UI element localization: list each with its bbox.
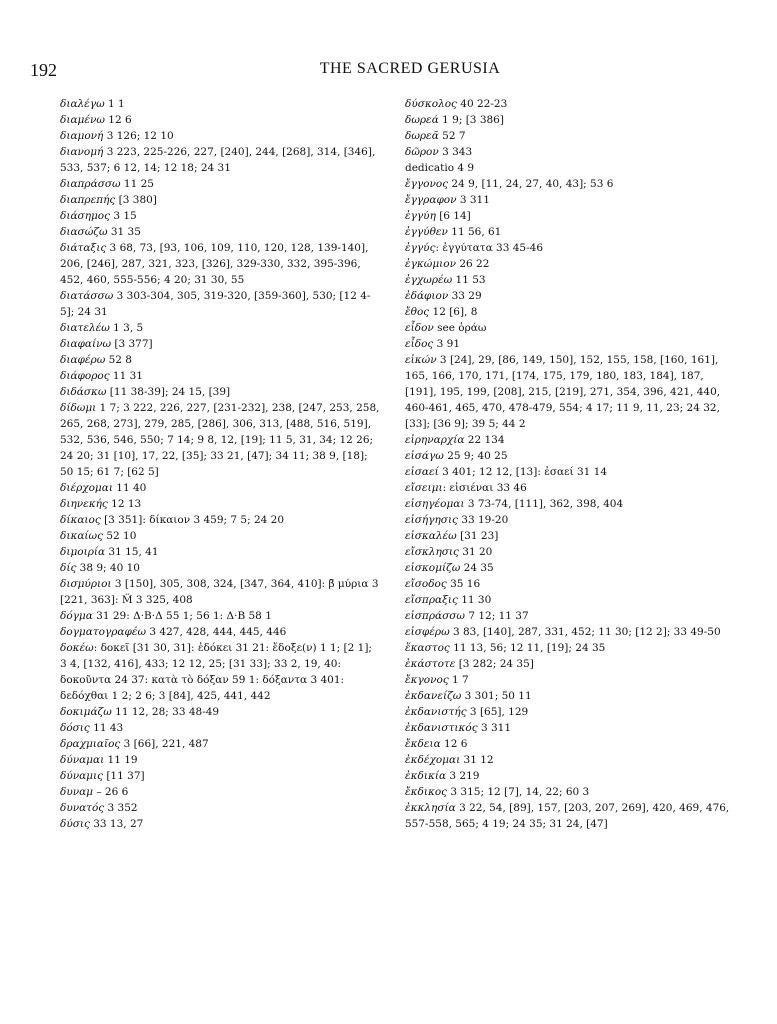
index-lemma: ἐγγύη bbox=[405, 210, 436, 222]
index-entry bbox=[60, 800, 380, 816]
index-lemma: ἐδάφιον bbox=[405, 290, 449, 302]
index-entry bbox=[60, 544, 380, 560]
index-entry bbox=[405, 256, 735, 272]
index-references: 3 343 bbox=[438, 146, 473, 158]
index-lemma: δωρεά bbox=[405, 114, 439, 126]
index-references: 35 16 bbox=[446, 578, 481, 590]
index-entry bbox=[405, 576, 735, 592]
index-lemma: ἔγγονος bbox=[405, 178, 449, 190]
index-entry bbox=[405, 704, 735, 720]
index-references: 31 15, 41 bbox=[105, 546, 159, 558]
index-references: 11 19 bbox=[104, 754, 138, 766]
index-entry bbox=[405, 736, 735, 752]
index-entry bbox=[405, 176, 735, 192]
index-entry bbox=[405, 496, 735, 512]
index-lemma: εἰσφέρω bbox=[405, 626, 450, 638]
index-entry bbox=[405, 192, 735, 208]
index-entry bbox=[405, 448, 735, 464]
index-references: dedicatio 4 9 bbox=[405, 162, 475, 174]
index-references: 1 7 bbox=[448, 674, 469, 686]
index-lemma: διατάσσω bbox=[60, 290, 114, 302]
index-lemma: ἔκδικος bbox=[405, 786, 448, 798]
index-lemma: εἰσπράσσω bbox=[405, 610, 465, 622]
index-references: [3 351]: δίκαιον 3 459; 7 5; 24 20 bbox=[100, 514, 285, 526]
index-lemma: ἐκδικία bbox=[405, 770, 447, 782]
index-entry bbox=[405, 560, 735, 576]
index-references: : δοκεῖ [31 30, 31]: ἐδόκει 31 21: ἔδοξε(ν) 1 1; [2 1]; 3 4, [132, 416], 433; 12 12, 25; [31 33]; 33 2, 19, 40: δοκοῦντα 24 37: κατὰ τὸ δόξαν 59 1: δόξαντα 3 401: δεδόχθαι 1 2; 2 6; 3 [84], 425, 441, 442 bbox=[60, 642, 372, 702]
index-references: 52 8 bbox=[105, 354, 132, 366]
index-entry bbox=[60, 400, 380, 480]
index-lemma: εἰσήγησις bbox=[405, 514, 458, 526]
index-lemma: δῶρον bbox=[405, 146, 439, 158]
index-lemma: ἐγγύς bbox=[405, 242, 436, 254]
index-entry bbox=[405, 640, 735, 656]
index-lemma: δοκέω bbox=[60, 642, 94, 654]
index-entry bbox=[405, 672, 735, 688]
index-entry bbox=[405, 128, 735, 144]
index-lemma: δυναμ – bbox=[60, 786, 102, 798]
index-entry bbox=[60, 576, 380, 608]
index-entry bbox=[405, 624, 735, 640]
index-lemma: διηνεκής bbox=[60, 498, 108, 510]
index-references: 33 13, 27 bbox=[89, 818, 144, 830]
index-references: 11 30 bbox=[457, 594, 492, 606]
index-entry bbox=[60, 736, 380, 752]
index-lemma: ἔγγραφον bbox=[405, 194, 457, 206]
index-entry bbox=[60, 128, 380, 144]
running-title: THE SACRED GERUSIA bbox=[319, 60, 501, 77]
index-references: 3 311 bbox=[477, 722, 512, 734]
index-entry bbox=[405, 768, 735, 784]
index-lemma: διασώζω bbox=[60, 226, 108, 238]
index-lemma: εἶδον bbox=[405, 322, 434, 334]
index-lemma: διαφέρω bbox=[60, 354, 106, 366]
index-entry bbox=[60, 784, 380, 800]
index-lemma: δωρεᾶ bbox=[405, 130, 439, 142]
index-references: 12 6 bbox=[440, 738, 468, 750]
index-lemma: ἐγχωρέω bbox=[405, 274, 453, 286]
index-references: 11 40 bbox=[112, 482, 147, 494]
index-lemma: δραχμιαῖος bbox=[60, 738, 121, 750]
index-entry bbox=[60, 528, 380, 544]
index-lemma: διατελέω bbox=[60, 322, 110, 334]
index-lemma: δοκιμάζω bbox=[60, 706, 112, 718]
index-references: 38 9; 40 10 bbox=[76, 562, 140, 574]
index-lemma: διαπρεπής bbox=[60, 194, 116, 206]
index-references: 31 29: Δ·Β·Δ 55 1; 56 1: Δ·Β 58 1 bbox=[92, 610, 272, 622]
index-entry bbox=[405, 464, 735, 480]
index-lemma: διάταξις bbox=[60, 242, 107, 254]
index-entry bbox=[60, 208, 380, 224]
index-lemma: εἰσαεί bbox=[405, 466, 439, 478]
index-lemma: δόσις bbox=[60, 722, 90, 734]
index-references: 3 [65], 129 bbox=[466, 706, 529, 718]
index-references: [3 380] bbox=[115, 194, 157, 206]
index-references: 3 315; 12 [7], 14, 22; 60 3 bbox=[447, 786, 590, 798]
index-entry bbox=[405, 288, 735, 304]
index-references: 31 20 bbox=[458, 546, 493, 558]
index-lemma: εἶδος bbox=[405, 338, 434, 350]
index-entry bbox=[405, 144, 735, 160]
index-references: 12 6 bbox=[104, 114, 132, 126]
index-lemma: ἐγκώμιον bbox=[405, 258, 457, 270]
index-column-left bbox=[60, 96, 380, 832]
index-entry bbox=[60, 224, 380, 240]
index-entry bbox=[405, 112, 735, 128]
index-entry bbox=[60, 352, 380, 368]
index-lemma: εἰρηναρχία bbox=[405, 434, 465, 446]
index-references: see ὁράω bbox=[433, 322, 487, 334]
index-entry bbox=[60, 192, 380, 208]
index-references: 3 352 bbox=[104, 802, 138, 814]
index-references: 11 53 bbox=[452, 274, 486, 286]
index-lemma: διάσημος bbox=[60, 210, 111, 222]
index-lemma: ἐκδέχομαι bbox=[405, 754, 461, 766]
index-entry bbox=[405, 240, 735, 256]
index-entry bbox=[405, 160, 735, 176]
index-lemma: ἐκδανείζω bbox=[405, 690, 462, 702]
index-lemma: εἰσκαλέω bbox=[405, 530, 457, 542]
index-lemma: ἐγγύθεν bbox=[405, 226, 448, 238]
index-entry bbox=[405, 608, 735, 624]
index-references: 31 35 bbox=[107, 226, 141, 238]
index-references: 11 12, 28; 33 48-49 bbox=[111, 706, 220, 718]
index-entry bbox=[60, 512, 380, 528]
index-entry bbox=[405, 800, 735, 832]
index-lemma: δόγμα bbox=[60, 610, 93, 622]
index-lemma: ἕκαστος bbox=[405, 642, 450, 654]
index-entry bbox=[405, 656, 735, 672]
index-lemma: ἑκάστοτε bbox=[405, 658, 456, 670]
index-references: : εἰσιέναι 33 46 bbox=[442, 482, 527, 494]
index-entry bbox=[405, 96, 735, 112]
index-lemma: διαπράσσω bbox=[60, 178, 121, 190]
index-entry bbox=[405, 208, 735, 224]
index-references: 11 31 bbox=[109, 370, 143, 382]
index-lemma: ἐκδανιστής bbox=[405, 706, 467, 718]
index-references: 3 15 bbox=[110, 210, 137, 222]
index-lemma: διάφορος bbox=[60, 370, 110, 382]
index-references: 11 25 bbox=[120, 178, 154, 190]
index-entry bbox=[405, 224, 735, 240]
index-references: 12 13 bbox=[107, 498, 142, 510]
index-references: 3 223, 225-226, 227, [240], 244, [268], 314, [346], 533, 537; 6 12, 14; 12 18; 24 31 bbox=[60, 146, 376, 174]
index-entry bbox=[60, 384, 380, 400]
index-entry bbox=[60, 624, 380, 640]
index-references: : ἐγγύτατα 33 45-46 bbox=[435, 242, 544, 254]
index-references: 40 22-23 bbox=[456, 98, 508, 110]
index-lemma: δύσις bbox=[60, 818, 90, 830]
index-column-right bbox=[405, 96, 735, 832]
index-entry bbox=[405, 272, 735, 288]
index-entry bbox=[405, 752, 735, 768]
index-references: 3 219 bbox=[446, 770, 480, 782]
index-references: 1 9; [3 386] bbox=[438, 114, 504, 126]
index-entry bbox=[405, 720, 735, 736]
index-entry bbox=[60, 144, 380, 176]
index-lemma: δίκαιος bbox=[60, 514, 101, 526]
index-entry bbox=[60, 704, 380, 720]
index-entry bbox=[405, 480, 735, 496]
index-lemma: δυνατός bbox=[60, 802, 105, 814]
index-lemma: ἔκγονος bbox=[405, 674, 449, 686]
index-references: [11 37] bbox=[103, 770, 145, 782]
index-entry bbox=[60, 496, 380, 512]
index-references: 33 29 bbox=[448, 290, 482, 302]
index-lemma: δίς bbox=[60, 562, 77, 574]
index-lemma: δισμύριοι bbox=[60, 578, 112, 590]
index-entry bbox=[405, 336, 735, 352]
page-header bbox=[30, 60, 730, 84]
index-lemma: διέρχομαι bbox=[60, 482, 113, 494]
index-entry bbox=[60, 96, 380, 112]
index-references: 52 7 bbox=[438, 130, 466, 142]
index-lemma: ἐκδανιστικός bbox=[405, 722, 478, 734]
index-references: 3 303-304, 305, 319-320, [359-360], 530; [12 4-5]; 24 31 bbox=[60, 290, 371, 318]
index-references: 24 9, [11, 24, 27, 40, 43]; 53 6 bbox=[448, 178, 614, 190]
index-entry bbox=[405, 512, 735, 528]
index-lemma: ἔθος bbox=[405, 306, 430, 318]
index-references: [11 38-39]; 24 15, [39] bbox=[106, 386, 231, 398]
index-entry bbox=[405, 304, 735, 320]
index-references: 26 22 bbox=[456, 258, 490, 270]
index-references: 12 [6], 8 bbox=[429, 306, 478, 318]
index-lemma: εἴσπραξις bbox=[405, 594, 458, 606]
index-lemma: διαμονή bbox=[60, 130, 104, 142]
index-entry bbox=[405, 592, 735, 608]
index-entry bbox=[60, 640, 380, 704]
index-lemma: ἔκδεια bbox=[405, 738, 441, 750]
index-lemma: εἰσκομίζω bbox=[405, 562, 461, 574]
index-references: 3 91 bbox=[433, 338, 460, 350]
index-references: 26 6 bbox=[101, 786, 129, 798]
index-references: 52 10 bbox=[102, 530, 137, 542]
index-entry bbox=[405, 528, 735, 544]
index-references: 11 13, 56; 12 11, [19]; 24 35 bbox=[449, 642, 606, 654]
index-lemma: εἰσηγέομαι bbox=[405, 498, 465, 510]
index-lemma: διδάσκω bbox=[60, 386, 107, 398]
index-lemma: εἰκών bbox=[405, 354, 437, 366]
index-entry bbox=[60, 608, 380, 624]
index-lemma: εἰσάγω bbox=[405, 450, 444, 462]
index-references: 31 12 bbox=[460, 754, 494, 766]
index-references: 3 401; 12 12, [13]: ἐσαεί 31 14 bbox=[438, 466, 608, 478]
index-references: 33 19-20 bbox=[457, 514, 509, 526]
index-entry bbox=[60, 560, 380, 576]
index-references: 25 9; 40 25 bbox=[443, 450, 508, 462]
index-entry bbox=[60, 176, 380, 192]
index-references: 3 427, 428, 444, 445, 446 bbox=[146, 626, 287, 638]
index-lemma: δίδωμι bbox=[60, 402, 97, 414]
index-entry bbox=[60, 240, 380, 288]
index-references: [3 377] bbox=[111, 338, 153, 350]
index-references: 3 [150], 305, 308, 324, [347, 364, 410]: β̄ μύρια 3 [221, 363]: M̈ 3 325, 408 bbox=[60, 578, 379, 606]
index-references: 1 3, 5 bbox=[109, 322, 144, 334]
index-entry bbox=[60, 480, 380, 496]
index-entry bbox=[60, 752, 380, 768]
index-references: 11 56, 61 bbox=[447, 226, 502, 238]
index-entry bbox=[405, 688, 735, 704]
index-entry bbox=[60, 336, 380, 352]
index-references: 3 311 bbox=[456, 194, 490, 206]
index-references: [6 14] bbox=[435, 210, 471, 222]
page-number: 192 bbox=[30, 60, 57, 80]
index-lemma: δικαίως bbox=[60, 530, 103, 542]
index-lemma: διαφαίνω bbox=[60, 338, 112, 350]
index-entry bbox=[60, 112, 380, 128]
index-lemma: διμοιρία bbox=[60, 546, 106, 558]
index-entry bbox=[405, 432, 735, 448]
index-lemma: εἴσειμι bbox=[405, 482, 443, 494]
index-lemma: διανομή bbox=[60, 146, 104, 158]
index-entry bbox=[60, 288, 380, 320]
index-references: 1 7; 3 222, 226, 227, [231-232], 238, [247, 253, 258, 265, 268, 273], 279, 285, [286], 306, 313, [488, 516, 519], 532, 536, 546, 550; 7 14; 9 8, 12, [19]; 11 5, 31, 34; 12 26; 24 20; 31 [10], 17, 22, [35]; 33 21, [47]; 34 11; 38 9, [18]; 50 15; 61 7; [62 5] bbox=[60, 402, 380, 478]
index-entry bbox=[60, 720, 380, 736]
index-lemma: δύναμαι bbox=[60, 754, 105, 766]
index-references: 3 73-74, [111], 362, 398, 404 bbox=[464, 498, 624, 510]
index-references: 3 68, 73, [93, 106, 109, 110, 120, 128, 139-140], 206, [246], 287, 321, 323, [326], 329-330, 332, 395-396, 452, 460, 555-556; 4 20; 31 30, 55 bbox=[60, 242, 369, 286]
index-references: 3 [24], 29, [86, 149, 150], 152, 155, 158, [160, 161], 165, 166, 170, 171, [174, 175, 179, 180, 183, 184], 187, [191], 195, 199, [208], 215, [219], 271, 354, 396, 421, 440, 460-461, 465, 470, 478-479, 554; 4 17; 11 9, 11, 23; 24 32, [33]; [36 9]; 39 5; 44 2 bbox=[405, 354, 721, 430]
index-references: 22 134 bbox=[464, 434, 505, 446]
index-references: 3 [66], 221, 487 bbox=[120, 738, 209, 750]
index-entry bbox=[405, 784, 735, 800]
index-references: [3 282; 24 35] bbox=[455, 658, 534, 670]
index-lemma: διαλέγω bbox=[60, 98, 105, 110]
index-references: [31 23] bbox=[456, 530, 499, 542]
index-entry bbox=[60, 768, 380, 784]
index-references: 3 126; 12 10 bbox=[103, 130, 174, 142]
index-entry bbox=[405, 544, 735, 560]
index-references: 3 22, 54, [89], 157, [203, 207, 269], 420, 469, 476, 557-558, 565; 4 19; 24 35; 31 24, [47] bbox=[405, 802, 730, 830]
index-references: 3 83, [140], 287, 331, 452; 11 30; [12 2]; 33 49-50 bbox=[449, 626, 721, 638]
index-references: 11 43 bbox=[89, 722, 124, 734]
index-references: 1 1 bbox=[104, 98, 125, 110]
index-lemma: εἴσκλησις bbox=[405, 546, 459, 558]
index-references: 24 35 bbox=[460, 562, 494, 574]
index-entry bbox=[405, 320, 735, 336]
index-lemma: δύναμις bbox=[60, 770, 103, 782]
index-references: 7 12; 11 37 bbox=[464, 610, 529, 622]
index-entry bbox=[405, 352, 735, 432]
index-lemma: διαμένω bbox=[60, 114, 105, 126]
index-references: 3 301; 50 11 bbox=[461, 690, 532, 702]
index-lemma: δογματογραφέω bbox=[60, 626, 147, 638]
index-lemma: ἐκκλησία bbox=[405, 802, 456, 814]
index-lemma: εἴσοδος bbox=[405, 578, 447, 590]
index-entry bbox=[60, 816, 380, 832]
index-entry bbox=[60, 368, 380, 384]
index-entry bbox=[60, 320, 380, 336]
index-lemma: δύσκολος bbox=[405, 98, 457, 110]
